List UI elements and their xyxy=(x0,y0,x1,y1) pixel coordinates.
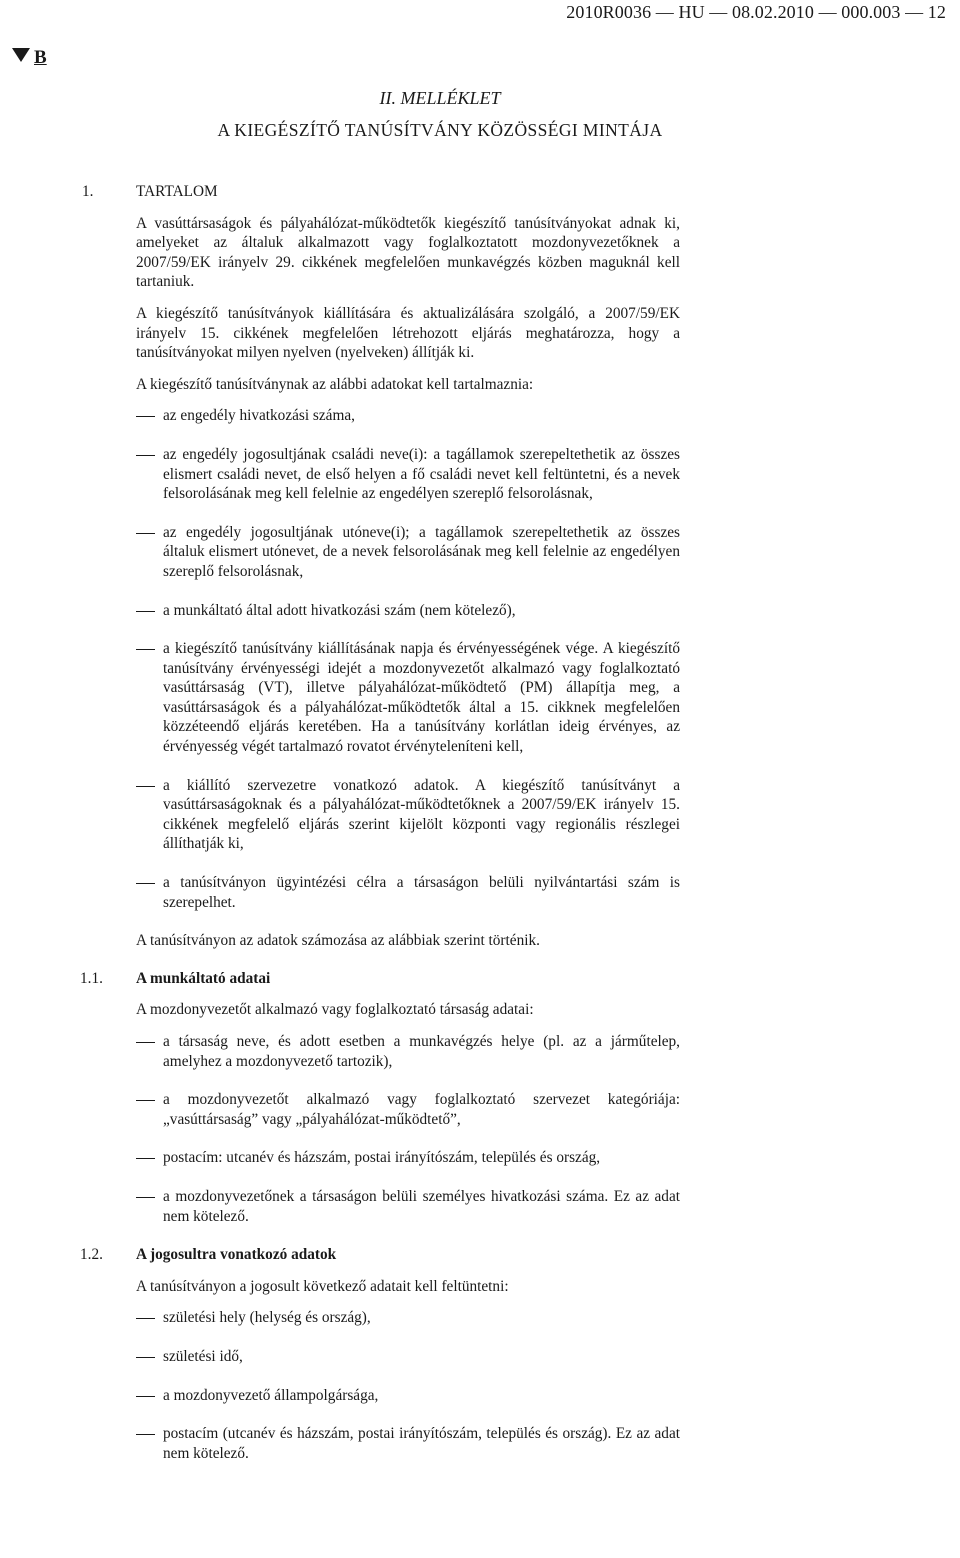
paragraph: A vasúttársaságok és pályahálózat-működtetők kiegészítő tanúsítványokat adnak ki, amelyeket az általuk alkalmazott vagy foglalkoztatott mozdonyvezetőknek a 2007/59/EK irányelv 29. cikkének megfelelően munkavégzés közben maguknál kell tartaniuk. xyxy=(136,214,680,291)
section-number: 1.2. xyxy=(80,1246,103,1264)
marker-letter: B xyxy=(34,47,47,68)
list-item: a mozdonyvezető állampolgársága, xyxy=(136,1386,680,1406)
paragraph: A kiegészítő tanúsítványnak az alábbi adatokat kell tartalmaznia: xyxy=(136,375,534,393)
section-number: 1. xyxy=(82,183,94,200)
paragraph: A tanúsítványon az adatok számozása az alábbiak szerint történik. xyxy=(136,932,540,950)
list-item: a társaság neve, és adott esetben a munkavégzés helye (pl. az a járműtelep, amelyhez a mozdonyvezető tartozik), xyxy=(136,1032,680,1071)
paragraph: A tanúsítványon a jogosult következő adatait kell feltüntetni: xyxy=(136,1277,509,1295)
list-item: az engedély hivatkozási száma, xyxy=(136,406,680,426)
section-title: A jogosultra vonatkozó adatok xyxy=(136,1246,337,1264)
running-header: 2010R0036 — HU — 08.02.2010 — 000.003 — 12 xyxy=(566,2,946,22)
list-item: születési hely (helység és ország), xyxy=(136,1308,680,1328)
section-title: TARTALOM xyxy=(136,183,218,200)
section-1-2-heading xyxy=(80,1245,680,1265)
list-item: a tanúsítványon ügyintézési célra a társaságon belüli nyilvántartási szám is szerepelhet. xyxy=(136,873,680,912)
list-item: az engedély jogosultjának utóneve(i); a tagállamok szerepeltethetik az összes általuk elismert utónevet, de a nevek felsorolásának meg kell felelnie az engedélyen szereplő felsorolásnak, xyxy=(136,523,680,582)
list-item: a munkáltató által adott hivatkozási szám (nem kötelező), xyxy=(136,601,680,621)
list-item: postacím (utcanév és házszám, postai irányítószám, település és ország). Ez az adat nem kötelező. xyxy=(136,1424,680,1463)
section-number: 1.1. xyxy=(80,969,103,987)
triangle-down-icon xyxy=(12,48,30,62)
employer-data-list xyxy=(136,1032,680,1226)
paragraph: A kiegészítő tanúsítványok kiállítására és aktualizálására szolgáló, a 2007/59/EK irányelv 15. cikkének megfelelően létrehozott eljárás meghatározza, hogy a tanúsítványokat milyen nyelven (nyelveken) állítják ki. xyxy=(136,304,680,362)
list-item: a mozdonyvezetőt alkalmazó vagy foglalkoztató szervezet kategóriája: „vasúttársaság” vagy „pályahálózat-működtető”, xyxy=(136,1090,680,1129)
section-title: A munkáltató adatai xyxy=(136,969,271,987)
annex-title: A KIEGÉSZÍTŐ TANÚSÍTVÁNY KÖZÖSSÉGI MINTÁJA xyxy=(217,120,663,140)
list-item: születési idő, xyxy=(136,1347,680,1367)
paragraph: A mozdonyvezetőt alkalmazó vagy foglalkoztató társaság adatai: xyxy=(136,1001,534,1019)
list-item: a kiállító szervezetre vonatkozó adatok. A kiegészítő tanúsítványt a vasúttársaságoknak és a pályahálózat-működtetőknek a 2007/59/EK irányelv 15. cikkének megfelelő eljárás szerint kijelölt központi vagy regionális részlegei állíthatják ki, xyxy=(136,776,680,854)
annex-label: II. MELLÉKLET xyxy=(379,88,501,108)
list-item: postacím: utcanév és házszám, postai irányítószám, település és ország, xyxy=(136,1148,680,1168)
section-1-1-heading xyxy=(80,969,680,989)
document-body xyxy=(80,182,680,1482)
consolidation-marker xyxy=(12,47,47,69)
list-item: a kiegészítő tanúsítvány kiállításának napja és érvényességének vége. A kiegészítő tanúsítvány érvényességi idejét a mozdonyvezetőt alkalmazó vagy foglalkoztató vasúttársaság (VT), illetve pályahálózat-működtető (PM) állapítja meg, a vasúttársaságok és a pályahálózat-működtetők által a 15. cikknek megfelelően közzéteendő eljárás keretében. Ha a tanúsítvány korlátlan ideig érvényes, az érvényesség végét tartalmazó rovatot érvényteleníteni kell, xyxy=(136,639,680,757)
list-item: az engedély jogosultjának családi neve(i): a tagállamok szerepeltethetik az összes elismert családi nevet, de első helyen a fő családi nevet kell feltüntetni, és a nevek felsorolásának meg kell felelnie az engedélyen szereplő felsorolásnak, xyxy=(136,445,680,504)
section-1-heading xyxy=(82,182,680,202)
holder-data-list xyxy=(136,1308,680,1463)
list-item: a mozdonyvezetőnek a társaságon belüli személyes hivatkozási száma. Ez az adat nem kötelező. xyxy=(136,1187,680,1226)
content-list xyxy=(136,406,680,912)
